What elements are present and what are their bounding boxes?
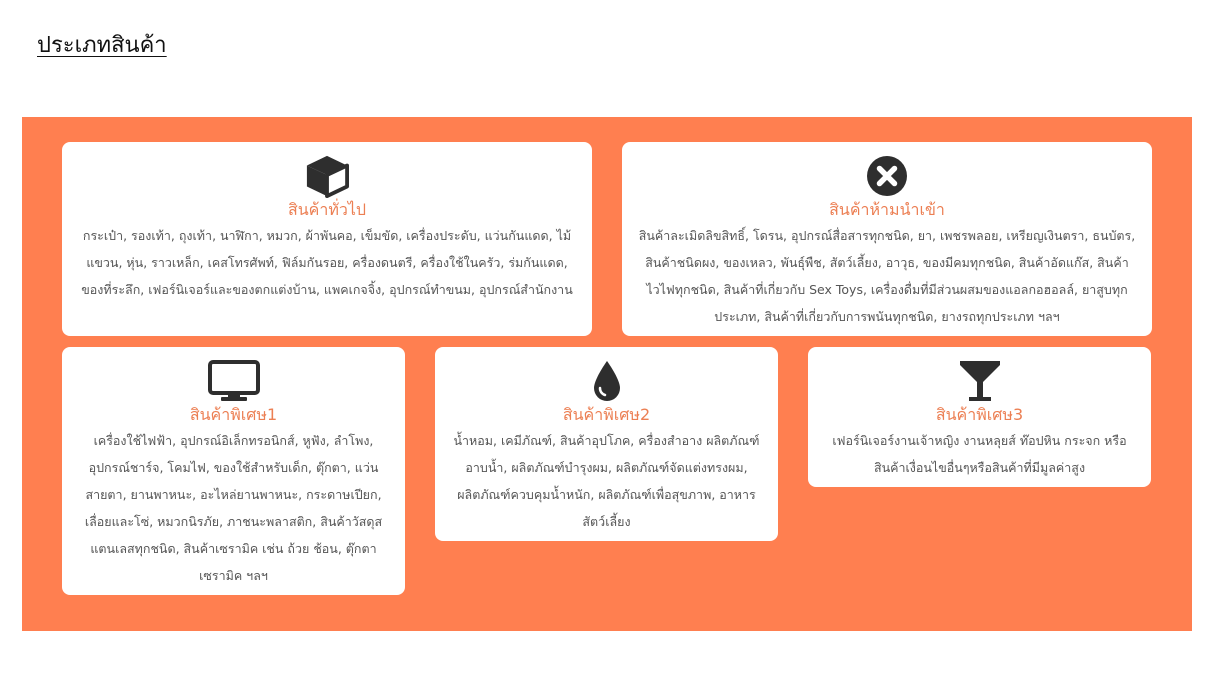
category-description: น้ำหอม, เคมีภัณฑ์, สินค้าอุปโภค, ครื่องสำอาง ผลิตภัณฑ์อาบน้ำ, ผลิตภัณฑ์บำรุงผม, ผลิตภัณฑ์จัดแต่งทรงผม, ผลิตภัณฑ์ควบคุมน้ำหนัก, ผลิตภัณฑ์เพื่อสุขภาพ, อาหารสัตว์เลี้ยง [453,433,760,529]
category-title: สินค้าพิเศษ1 [189,405,278,424]
category-card-general [62,142,592,336]
category-title: สินค้าทั่วไป [287,200,367,219]
category-title: สินค้าพิเศษ3 [935,405,1024,424]
category-card-special-1 [62,347,405,595]
category-card-special-2 [435,347,778,541]
cocktail-glass-icon [824,359,1135,403]
category-description: เฟอร์นิเจอร์งานเจ้าหญิง งานหลุยส์ ท๊อปหิน กระจก หรือสินค้าเงื่อนไขอื่นๆหรือสินค้าที่มีมูลค่าสูง [832,433,1127,475]
product-category-panel [22,117,1192,631]
category-title: สินค้าห้ามนำเข้า [829,200,945,219]
category-description: เครื่องใช้ไฟฟ้า, อุปกรณ์อิเล็กทรอนิกส์, หูฟัง, ลำโพง, อุปกรณ์ชาร์จ, โคมไฟ, ของใช้สำหรับเด็ก, ตุ๊กตา, แว่นสายตา, ยานพาหนะ, อะไหล่ยานพาหนะ, กระดาษเปียก, เลื่อยและโซ่, หมวกนิรภัย, ภาชนะพลาสติก, สินค้าวัสดุสแตนเลสทุกชนิด, สินค้าเซรามิค เช่น ถ้วย ช้อน, ตุ๊กตาเซรามิค ฯลฯ [84,433,383,583]
monitor-icon [78,359,389,403]
category-description: กระเป๋า, รองเท้า, ถุงเท้า, นาฬิกา, หมวก, ผ้าพันคอ, เข็มขัด, เครื่องประดับ, แว่นกันแดด, ไม้แขวน, หุ่น, ราวเหล็ก, เคสโทรศัพท์, ฟิล์มกันรอย, ครื่องดนตรี, ครื่องใช้ในครัว, ร่มกันแดด, ของที่ระลึก, เฟอร์นิเจอร์และของตกแต่งบ้าน, แพคเกจจิ้ง, อุปกรณ์ทำขนม, อุปกรณ์สำนักงาน [81,228,573,297]
water-drop-icon [451,359,762,403]
category-description: สินค้าละเมิดลิขสิทธิ์, โดรน, อุปกรณ์สื่อสารทุกชนิด, ยา, เพชรพลอย, เหรียญเงินตรา, ธนบัตร, สินค้าชนิดผง, ของเหลว, พันธุ์พืช, สัตว์เลี้ยง, อาวุธ, ของมีคมทุกชนิด, สินค้าอัดแก๊ส, สินค้าไวไฟทุกชนิด, สินค้าที่เกี่ยวกับ Sex Toys, เครื่องดื่มที่มีส่วนผสมของแอลกอฮอลล์, ยาสูบทุกประเภท, สินค้าที่เกี่ยวกับการพนันทุกชนิด, ยางรถทุกประเภท ฯลฯ [638,228,1136,324]
prohibited-x-circle-icon [638,154,1136,198]
page-title: ประเภทสินค้า [37,33,167,58]
category-card-prohibited [622,142,1152,336]
category-card-special-3 [808,347,1151,487]
box-icon [78,154,576,198]
category-title: สินค้าพิเศษ2 [562,405,651,424]
